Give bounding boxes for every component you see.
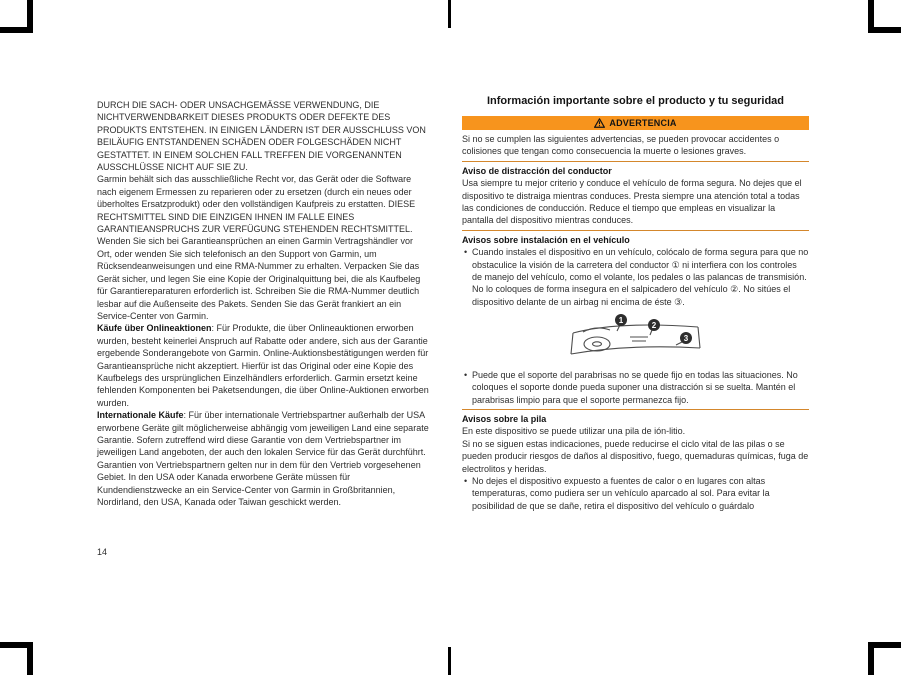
paragraph-text: : Für über internationale Vertriebspartner außerhalb der USA erworbene Geräte gilt möglicherweise abhängig vom jeweiligen Land eine separate Garantie. Sofern zutreffend wird diese Garantie von dem Vertriebspartner im jeweiligen Land angeboten, der auch den lokalen Service für das Gerät durchführt. Garantien von Vertriebspartnern gelten nur in dem für den Vertrieb vorgesehenen Gebiet. In den USA oder Kanada erworbene Geräte müssen für Kundendienstzwecke an ein Service-Center von Garmin in Großbritannien, Nordirland, den USA, Kanada oder Taiwan geschickt werden. (97, 410, 429, 507)
paragraph-text: : Für Produkte, die über Onlineauktionen erworben wurden, besteht keinerlei Anspruch auf Rabatte oder andere, sich aus der Garantie ergebende Sonderangebote von Garmin. Online-Auktionsbestätigungen werden für Garantieansprüche nicht akzeptiert. Hierfür ist das Original oder eine Kopie des Kaufbelegs des ursprünglichen Einzelhändlers erforderlich. Garmin ersetzt keine fehlenden Komponenten bei Paketsendungen, die über Online-Auktionen erworben wurden. (97, 323, 429, 408)
crop-mark (868, 0, 874, 33)
bullet-list (462, 475, 809, 512)
section-divider (462, 230, 809, 231)
right-column (462, 95, 809, 512)
paragraph: DURCH DIE SACH- ODER UNSACHGEMÄSSE VERWENDUNG, DIE NICHTVERWENDBARKEIT DIESES PRODUKTS ODER DEFEKTE DES PRODUKTS ENTSTEHEN. IN EINIGEN LÄNDERN IST DER AUSSCHLUSS VON BEILÄUFIG ENTSTANDENEN SCHÄDEN ODER FOLGESCHÄDEN NICHT GESTATTET. IN EINEM SOLCHEN FALL TREFFEN DIE VORGENANNTEN AUSSCHLÜSSE NICHT AUF SIE ZU. (97, 100, 426, 173)
section-body: Si no se siguen estas indicaciones, puede reducirse el ciclo vital de las pilas o se pueden producir riesgos de daños al dispositivo, fuego, quemaduras químicas, fuga de electrolitos y heridas. (462, 438, 809, 474)
paragraph (97, 322, 430, 409)
warning-triangle-icon (594, 118, 605, 128)
list-item: • No dejes el dispositivo expuesto a fuentes de calor o en lugares con altas temperaturas, como pudiera ser un vehículo aparcado al sol. Para evitar la posibilidad de que se dañe, retira el dispositivo del vehículo o guárdalo (462, 475, 809, 512)
section-heading: Avisos sobre la pila (462, 413, 547, 424)
paragraph (97, 409, 430, 508)
paragraph: Wenden Sie sich bei Garantieansprüchen an einen Garmin Vertragshändler vor Ort, oder wenden Sie sich telefonisch an den Support von Garmin, um Rücksendeanweisungen und eine RMA-Nummer zu erhalten. Verpacken Sie das Gerät sicher, und legen Sie eine Kopie der Originalquittung bei, die als Kaufbeleg für Garantiereparaturen erforderlich ist. Schreiben Sie die RMA-Nummer deutlich lesbar auf die Außenseite des Pakets. Senden Sie das Gerät frankiert an ein Service-Center von Garmin. (97, 236, 421, 321)
section-heading: Avisos sobre instalación en el vehículo (462, 234, 630, 245)
callout-number: 1 (618, 316, 623, 326)
crop-mark (27, 0, 33, 33)
page-number: 14 (97, 547, 108, 557)
left-column (97, 99, 430, 508)
list-item: • Cuando instales el dispositivo en un vehículo, colócalo de forma segura para que no obstaculice la visión de la carretera del conductor ① ni interfiera con los controles de manejo del vehículo, como el volante, los pedales o las palancas de transmisión. No lo coloques de forma insegura en el salpicadero del vehículo ②. No sitúes el dispositivo delante de un airbag ni encima de éste ③. (462, 246, 809, 308)
section-divider (462, 161, 809, 162)
bullet-list (462, 246, 809, 308)
bullet-list (462, 369, 809, 406)
crop-mark (27, 642, 33, 675)
warning-intro: Si no se cumplen las siguientes advertencias, se pueden provocar accidentes o colisiones que tengan como consecuencia la muerte o lesiones graves. (462, 134, 780, 157)
dashboard-mounting-diagram (570, 311, 702, 363)
list-item: • Puede que el soporte del parabrisas no se quede fijo en todas las situaciones. No coloques el soporte donde pueda suponer una distracción si se suelta. Mantén el parabrisas limpio para que el soporte permanezca fijo. (462, 369, 809, 406)
paragraph: Garmin behält sich das ausschließliche Recht vor, das Gerät oder die Software nach eigenem Ermessen zu reparieren oder zu ersetzen (durch ein neues oder überholtes Ersatzprodukt) oder den vollständigen Kaufpreis zu erstatten. DIESE RECHTSMITTEL SIND DIE EINZIGEN IHNEN IM FALLE EINES GARANTIEANSPRUCHS ZUR VERFÜGUNG STEHENDEN RECHTSMITTEL. (97, 174, 416, 235)
center-mark (448, 647, 451, 675)
center-mark (448, 0, 451, 28)
crop-mark (868, 642, 874, 675)
warning-label: ADVERTENCIA (609, 117, 677, 128)
paragraph-lead: Käufe über Onlineaktionen (97, 323, 212, 334)
warning-banner (462, 116, 809, 130)
section-body: Usa siempre tu mejor criterio y conduce el vehículo de forma segura. No dejes que el dispositivo te distraiga mientras conduces. Presta siempre una atención total a todas las condiciones de conducción. Reduce el tiempo que empleas en visualizar la pantalla del dispositivo mientras conduces. (462, 178, 802, 226)
paragraph-lead: Internationale Käufe (97, 410, 184, 421)
section-heading: Aviso de distracción del conductor (462, 165, 612, 176)
callout-number: 2 (651, 321, 656, 331)
section-body: En este dispositivo se puede utilizar una pila de ión-litio. (462, 426, 686, 437)
page-title: Información importante sobre el producto y tu seguridad (486, 95, 785, 107)
callout-number: 3 (683, 334, 688, 344)
illustration-callouts (615, 314, 692, 344)
section-divider (462, 409, 809, 410)
illustration-container (462, 311, 809, 366)
